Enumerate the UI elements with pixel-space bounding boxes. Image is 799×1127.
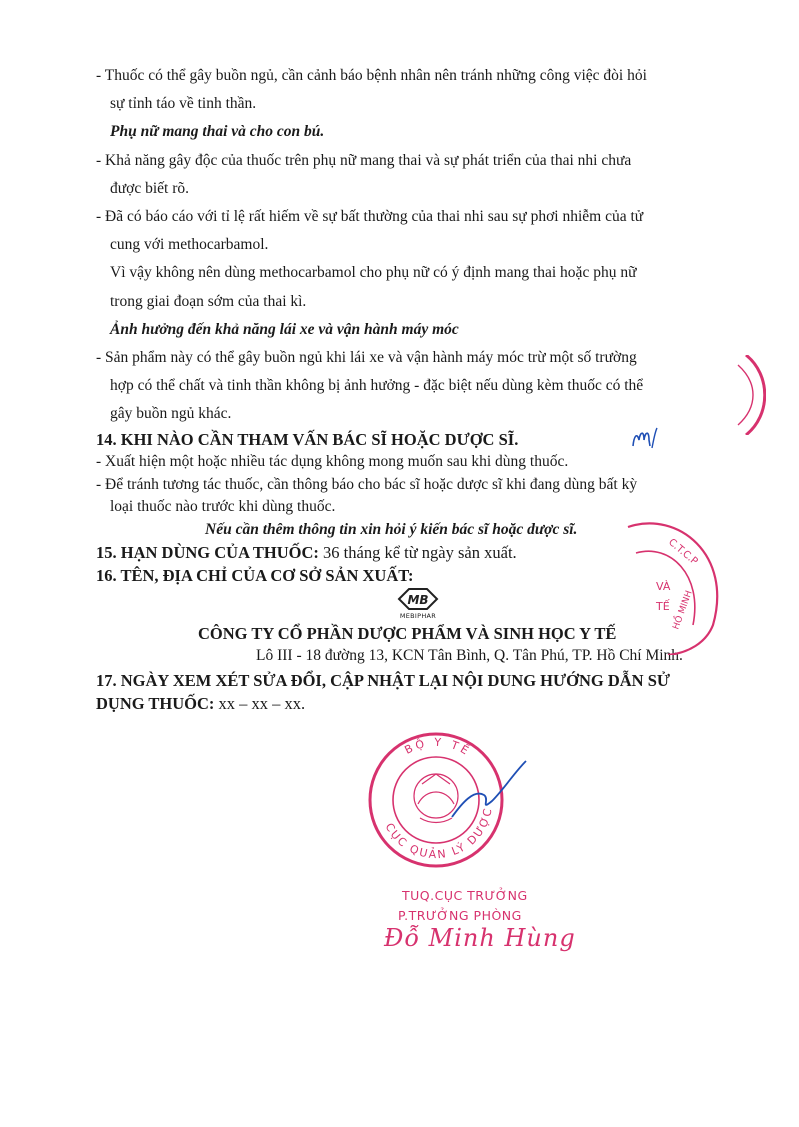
pregnancy-line-4: cung với methocarbamol. xyxy=(110,236,269,253)
section-17-value: xx – xx – xx. xyxy=(214,694,306,713)
initials-mark xyxy=(630,426,660,452)
section-17-heading-line-2: DỤNG THUỐC: xyxy=(96,694,215,713)
section-14-line-2: - Để tránh tương tác thuốc, cần thông báo cho bác sĩ hoặc dược sĩ khi đang dùng bất kỳ xyxy=(96,476,638,493)
section-15-value: 36 tháng kể từ ngày sản xuất. xyxy=(318,543,517,562)
pregnancy-line-5: Vì vậy không nên dùng methocarbamol cho phụ nữ có ý định mang thai hoặc phụ nữ xyxy=(110,264,637,281)
pregnancy-line-2: được biết rõ. xyxy=(110,180,190,197)
svg-text:MB: MB xyxy=(407,593,429,607)
pregnancy-line-1: - Khả năng gây độc của thuốc trên phụ nữ mang thai và sự phát triển của thai nhi chưa xyxy=(96,152,632,169)
section-14-heading: 14. KHI NÀO CẦN THAM VẤN BÁC SĨ HOẶC DƯỢC SĨ. xyxy=(96,430,519,449)
section-14-note: Nếu cần thêm thông tin xin hỏi ý kiến bác sĩ hoặc dược sĩ. xyxy=(205,521,578,538)
svg-text:C.T.C.P: C.T.C.P xyxy=(666,536,700,568)
signature-name: Đỗ Minh Hùng xyxy=(384,924,576,952)
section-17-line-2 xyxy=(96,694,305,714)
svg-text:TẾ: TẾ xyxy=(656,600,670,613)
logo-caption: MEBIPHAR xyxy=(399,612,437,620)
company-stamp xyxy=(608,515,738,655)
company-logo xyxy=(394,586,442,622)
pregnancy-subheading: Phụ nữ mang thai và cho con bú. xyxy=(110,123,325,140)
pregnancy-line-6: trong giai đoạn sớm của thai kì. xyxy=(110,293,307,310)
company-address: Lô III - 18 đường 13, KCN Tân Bình, Q. Tân Phú, TP. Hồ Chí Minh. xyxy=(256,647,683,664)
svg-text:CỤC QUẢN LÝ DƯỢC: CỤC QUẢN LÝ DƯỢC xyxy=(382,805,495,862)
driving-line-3: gây buồn ngủ khác. xyxy=(110,405,232,422)
driving-line-2: hợp có thể chất và tinh thần không bị ảnh hưởng - đặc biệt nếu dùng kèm thuốc có thể xyxy=(110,377,644,394)
signature-stroke xyxy=(450,755,530,825)
signature-title-1: TUQ.CỤC TRƯỞNG xyxy=(402,888,528,903)
signature-title-2: P.TRƯỞNG PHÒNG xyxy=(398,908,522,923)
svg-text:BỘ Y TẾ: BỘ Y TẾ xyxy=(402,735,474,759)
section-15-heading: 15. HẠN DÙNG CỦA THUỐC: xyxy=(96,543,319,562)
pregnancy-line-3: - Đã có báo cáo với tỉ lệ rất hiếm về sự bất thường của thai nhi sau sự phơi nhiễm của tử xyxy=(96,208,644,225)
section-16-heading: 16. TÊN, ĐỊA CHỈ CỦA CƠ SỞ SẢN XUẤT: xyxy=(96,566,414,585)
logo-emblem-icon xyxy=(394,586,442,612)
page-edge-stamp xyxy=(726,355,766,435)
svg-text:VÀ: VÀ xyxy=(656,580,671,593)
section-15 xyxy=(96,543,517,563)
section-14-line-3: loại thuốc nào trước khi dùng thuốc. xyxy=(110,498,336,515)
driving-line-1: - Sản phẩm này có thể gây buồn ngủ khi lái xe và vận hành máy móc trừ một số trường xyxy=(96,349,637,366)
warning-line-1: - Thuốc có thể gây buồn ngủ, cần cảnh báo bệnh nhân nên tránh những công việc đòi hỏi xyxy=(96,67,647,84)
warning-line-2: sự tỉnh táo về tinh thần. xyxy=(110,95,257,112)
company-name: CÔNG TY CỔ PHẦN DƯỢC PHẨM VÀ SINH HỌC Y TẾ xyxy=(198,624,617,643)
svg-text:HỒ MINH: HỒ MINH xyxy=(671,589,695,632)
driving-subheading: Ảnh hưởng đến khả năng lái xe và vận hành máy móc xyxy=(110,321,459,338)
section-14-line-1: - Xuất hiện một hoặc nhiều tác dụng không mong muốn sau khi dùng thuốc. xyxy=(96,453,569,470)
section-17-heading-line-1: 17. NGÀY XEM XÉT SỬA ĐỔI, CẬP NHẬT LẠI NỘI DUNG HƯỚNG DẪN SỬ xyxy=(96,671,671,690)
